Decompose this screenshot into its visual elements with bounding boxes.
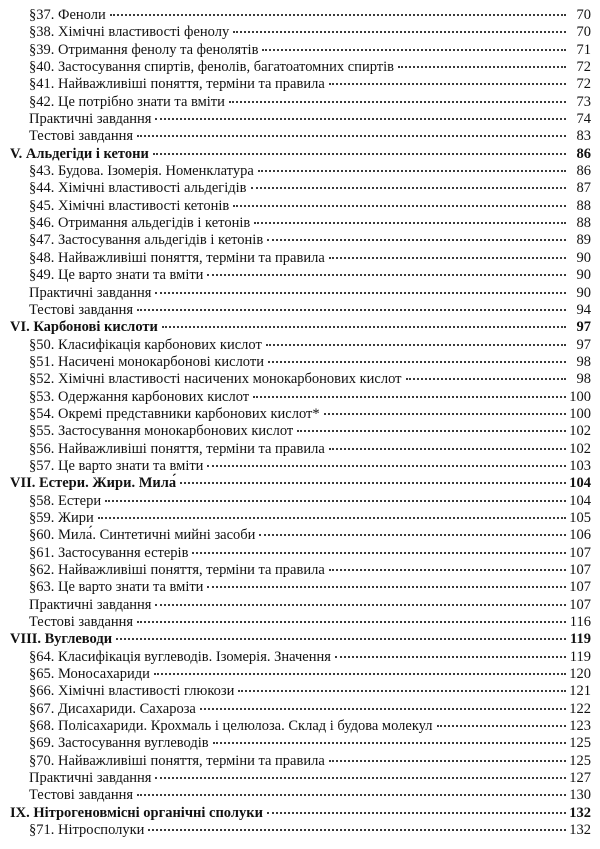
toc-entry-label: §56. Найважливіші поняття, терміни та правила (29, 440, 325, 457)
leader-dots (180, 482, 566, 484)
toc-entry-page: 127 (569, 770, 591, 787)
toc-entry-label: §66. Хімічні властивості глюкози (29, 683, 235, 700)
toc-entry-label: §67. Дисахариди. Сахароза (29, 700, 196, 717)
toc-row (10, 493, 591, 510)
leader-dots (329, 569, 566, 571)
toc-entry-label: §50. Класифікація карбонових кислот (29, 336, 262, 353)
leader-dots (154, 673, 566, 675)
toc-row (10, 770, 591, 787)
toc-entry-label: §70. Найважливіші поняття, терміни та правила (29, 752, 325, 769)
toc-entry-page: 86 (576, 163, 591, 180)
toc-entry-page: 125 (569, 735, 591, 752)
toc-entry-label: §55. Застосування монокарбонових кислот (29, 423, 294, 440)
toc-entry-page: 90 (576, 249, 591, 266)
toc-entry-label: §64. Класифікація вуглеводів. Ізомерія. Значення (29, 648, 331, 665)
toc-row (10, 701, 591, 718)
toc-row (10, 285, 591, 302)
toc-entry-page: 132 (569, 822, 591, 839)
leader-dots (297, 430, 566, 432)
toc-entry-page: 130 (569, 787, 591, 804)
leader-dots (110, 14, 566, 16)
toc-row (10, 94, 591, 111)
leader-dots (329, 760, 566, 762)
leader-dots (137, 621, 566, 623)
toc-chapter-row (10, 805, 591, 822)
leader-dots (329, 448, 566, 450)
toc-entry-page: 125 (569, 752, 591, 769)
toc-row (10, 42, 591, 59)
toc-row (10, 822, 591, 839)
toc-entry-label: §58. Естери (29, 492, 102, 509)
toc-entry-label: §69. Застосування вуглеводів (29, 735, 209, 752)
toc-row (10, 371, 591, 388)
toc-entry-page: 72 (576, 76, 591, 93)
toc-entry-page: 104 (569, 492, 591, 509)
toc-row (10, 597, 591, 614)
toc-row (10, 7, 591, 24)
leader-dots (200, 708, 566, 710)
toc-entry-label: §41. Найважливіші поняття, терміни та правила (29, 76, 325, 93)
toc-chapter-row (10, 631, 591, 648)
leader-dots (98, 517, 566, 519)
leader-dots (233, 31, 566, 33)
toc-row (10, 76, 591, 93)
toc-entry-page: 120 (569, 666, 591, 683)
toc-row (10, 579, 591, 596)
leader-dots (335, 656, 566, 658)
toc-entry-label: §68. Полісахариди. Крохмаль і целюлоза. Склад і будова молекул (29, 718, 433, 735)
toc-entry-label: §43. Будова. Ізомерія. Номенклатура (29, 163, 254, 180)
toc-row (10, 458, 591, 475)
leader-dots (155, 777, 566, 779)
toc-entry-page: 70 (576, 24, 591, 41)
toc-entry-page: 106 (569, 527, 591, 544)
toc-row (10, 267, 591, 284)
toc-entry-page: 122 (569, 700, 591, 717)
toc-row (10, 163, 591, 180)
toc-entry-page: 123 (569, 718, 591, 735)
toc-entry-page: 119 (569, 648, 591, 665)
toc-row (10, 389, 591, 406)
toc-row (10, 406, 591, 423)
leader-dots (229, 101, 566, 103)
leader-dots (437, 725, 566, 727)
toc-entry-label: Тестові завдання (29, 301, 134, 318)
toc-chapter-row (10, 319, 591, 336)
toc-entry-label: Практичні завдання (29, 596, 152, 613)
toc-entry-label: §60. Мила́. Синтетичні мийні засоби (29, 527, 256, 544)
toc-entry-page: 87 (576, 180, 591, 197)
toc-entry-label: §48. Найважливіші поняття, терміни та правила (29, 249, 325, 266)
toc-entry-label: §47. Застосування альдегідів і кетонів (29, 232, 264, 249)
toc-entry-label: §63. Це варто знати та вміти (29, 579, 204, 596)
toc-row (10, 128, 591, 145)
leader-dots (155, 118, 566, 120)
toc-entry-label: §44. Хімічні властивості альдегідів (29, 180, 247, 197)
toc-entry-page: 121 (569, 683, 591, 700)
toc-entry-label: §51. Насичені монокарбонові кислоти (29, 353, 264, 370)
toc-entry-label: §54. Окремі представники карбонових кислот* (29, 405, 320, 422)
toc-row (10, 753, 591, 770)
toc-row (10, 562, 591, 579)
toc-entry-label: §71. Нітросполуки (29, 822, 145, 839)
toc-entry-page: 132 (569, 804, 591, 821)
toc-entry-page: 107 (569, 562, 591, 578)
leader-dots (148, 829, 566, 831)
toc-row (10, 510, 591, 527)
toc-row (10, 354, 591, 371)
leader-dots (406, 378, 566, 380)
leader-dots (398, 66, 566, 68)
leader-dots (137, 135, 566, 137)
toc-row (10, 337, 591, 354)
toc-entry-page: 89 (576, 232, 591, 249)
toc-entry-label: VI. Карбонові кислоти (10, 319, 158, 336)
toc-entry-label: §38. Хімічні властивості фенолу (29, 24, 230, 41)
toc-entry-page: 70 (576, 7, 591, 23)
toc-row (10, 180, 591, 197)
toc-entry-page: 107 (569, 544, 591, 561)
toc-entry-page: 72 (576, 59, 591, 76)
toc-entry-label: §40. Застосування спиртів, фенолів, багатоатомних спиртів (29, 59, 394, 76)
toc-row (10, 666, 591, 683)
toc-entry-page: 74 (576, 111, 591, 128)
toc-entry-label: §53. Одержання карбонових кислот (29, 388, 250, 405)
toc-row (10, 198, 591, 215)
toc-entry-page: 90 (576, 267, 591, 284)
toc-row (10, 423, 591, 440)
leader-dots (213, 742, 566, 744)
leader-dots (329, 257, 566, 259)
toc-entry-page: 98 (576, 371, 591, 388)
leader-dots (155, 604, 566, 606)
toc-entry-page: 107 (569, 596, 591, 613)
leader-dots (207, 274, 566, 276)
toc-entry-label: §62. Найважливіші поняття, терміни та правила (29, 562, 325, 578)
toc-entry-page: 104 (569, 475, 591, 492)
toc-entry-label: §37. Феноли (29, 7, 106, 23)
toc-row (10, 59, 591, 76)
leader-dots (267, 239, 566, 241)
leader-dots (268, 361, 566, 363)
toc-entry-page: 103 (569, 457, 591, 474)
toc-entry-page: 88 (576, 197, 591, 214)
toc-entry-label: V. Альдегіди і кетони (10, 145, 149, 162)
toc-row (10, 718, 591, 735)
toc-entry-page: 102 (569, 440, 591, 457)
toc-entry-label: §46. Отримання альдегідів і кетонів (29, 215, 251, 232)
toc-entry-page: 71 (576, 41, 591, 58)
toc-entry-label: Практичні завдання (29, 111, 152, 128)
toc-row (10, 232, 591, 249)
toc-entry-label: Тестові завдання (29, 614, 134, 631)
leader-dots (258, 170, 566, 172)
leader-dots (116, 638, 566, 640)
toc-entry-label: VIII. Вуглеводи (10, 631, 113, 648)
toc-row (10, 614, 591, 631)
leader-dots (267, 812, 566, 814)
leader-dots (153, 153, 566, 155)
toc-entry-label: §39. Отримання фенолу та фенолятів (29, 41, 259, 58)
toc-entry-page: 94 (576, 301, 591, 318)
toc-row (10, 302, 591, 319)
leader-dots (266, 344, 566, 346)
toc-row (10, 787, 591, 804)
toc-row (10, 24, 591, 41)
toc-entry-label: §45. Хімічні властивості кетонів (29, 197, 230, 214)
toc-entry-label: Тестові завдання (29, 128, 134, 145)
toc-chapter-row (10, 475, 591, 492)
toc-row (10, 215, 591, 232)
toc-entry-page: 100 (569, 405, 591, 422)
leader-dots (207, 465, 566, 467)
toc-row (10, 527, 591, 544)
toc-row (10, 649, 591, 666)
toc-row (10, 683, 591, 700)
leader-dots (259, 534, 566, 536)
toc-entry-label: §59. Жири (29, 509, 94, 526)
toc-entry-page: 97 (576, 319, 591, 336)
toc-entry-label: §49. Це варто знати та вміти (29, 267, 204, 284)
toc-entry-page: 73 (576, 93, 591, 110)
table-of-contents (10, 7, 591, 840)
toc-entry-label: §57. Це варто знати та вміти (29, 457, 204, 474)
toc-entry-page: 97 (576, 336, 591, 353)
toc-chapter-row (10, 146, 591, 163)
toc-entry-label: §65. Моносахариди (29, 666, 150, 683)
toc-entry-page: 83 (576, 128, 591, 145)
toc-row (10, 441, 591, 458)
toc-entry-page: 105 (569, 509, 591, 526)
toc-entry-page: 116 (569, 614, 591, 631)
leader-dots (233, 205, 566, 207)
leader-dots (162, 326, 566, 328)
leader-dots (192, 552, 566, 554)
toc-entry-page: 90 (576, 284, 591, 301)
leader-dots (105, 500, 566, 502)
toc-entry-label: §42. Це потрібно знати та вміти (29, 93, 225, 110)
toc-row (10, 111, 591, 128)
toc-row (10, 735, 591, 752)
leader-dots (329, 83, 566, 85)
leader-dots (137, 794, 566, 796)
toc-entry-page: 119 (570, 631, 591, 648)
toc-entry-page: 88 (576, 215, 591, 232)
leader-dots (251, 187, 566, 189)
leader-dots (238, 690, 566, 692)
leader-dots (254, 222, 566, 224)
toc-entry-label: Практичні завдання (29, 284, 152, 301)
leader-dots (207, 586, 566, 588)
leader-dots (253, 396, 566, 398)
toc-entry-label: Тестові завдання (29, 787, 134, 804)
toc-entry-label: Практичні завдання (29, 770, 152, 787)
toc-entry-label: §52. Хімічні властивості насичених монокарбонових кислот (29, 371, 402, 388)
leader-dots (262, 49, 566, 51)
toc-row (10, 250, 591, 267)
toc-entry-page: 102 (569, 423, 591, 440)
leader-dots (324, 413, 566, 415)
toc-entry-label: §61. Застосування естерів (29, 544, 189, 561)
toc-entry-page: 98 (576, 353, 591, 370)
toc-entry-page: 107 (569, 579, 591, 596)
toc-entry-label: VII. Естери. Жири. Мила́ (10, 475, 177, 492)
toc-entry-page: 100 (569, 388, 591, 405)
toc-entry-page: 86 (576, 145, 591, 162)
leader-dots (155, 292, 566, 294)
toc-row (10, 545, 591, 562)
leader-dots (137, 309, 566, 311)
toc-entry-label: IX. Нітрогеновмісні органічні сполуки (10, 804, 263, 821)
